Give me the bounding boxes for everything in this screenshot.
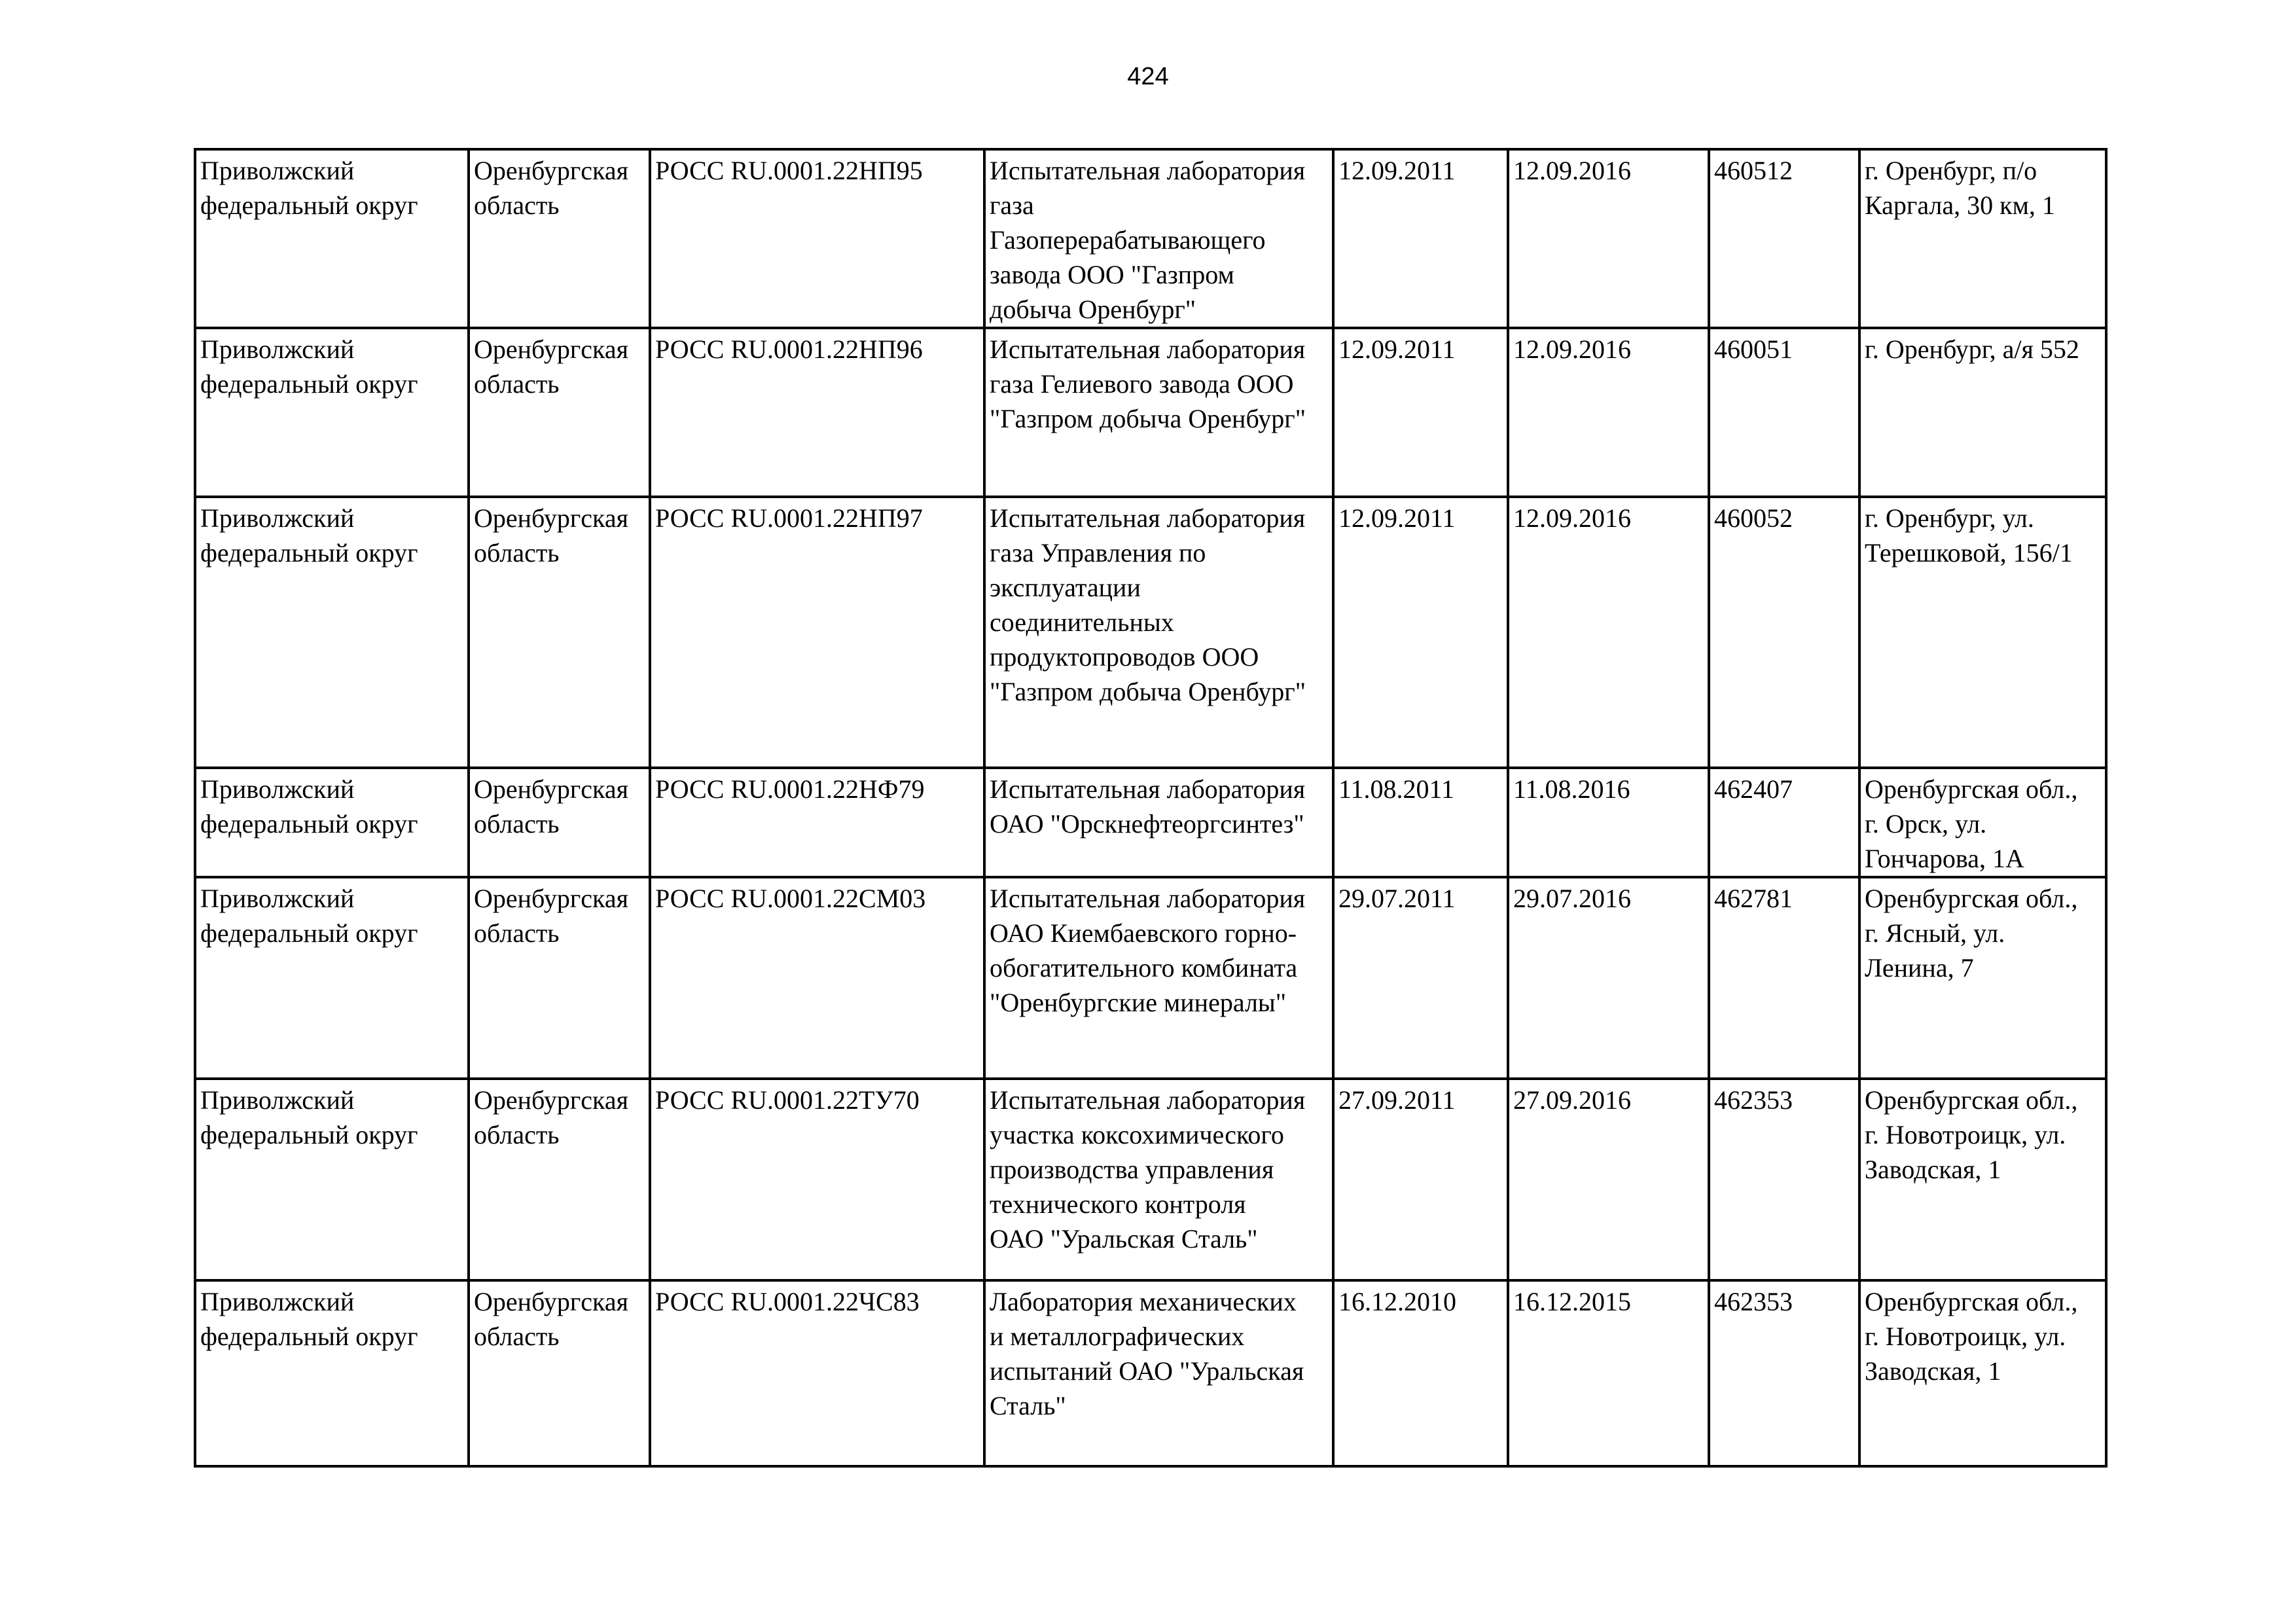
laboratory-name-cell: Испытательная лаборатория участка коксохимического производства управления технического контроля ОАО "Уральская Сталь": [984, 1079, 1333, 1280]
postal-code-cell: 460051: [1709, 328, 1859, 497]
region-cell: Оренбургская область: [469, 877, 650, 1079]
region-cell: Оренбургская область: [469, 149, 650, 328]
laboratory-name-cell: Испытательная лаборатория газа Газоперерабатывающего завода ООО "Газпром добыча Оренбург": [984, 149, 1333, 328]
district-cell: Приволжский федеральный округ: [195, 149, 469, 328]
registration-number-cell: РОСС RU.0001.22НП95: [650, 149, 984, 328]
registration-number-cell: РОСС RU.0001.22НФ79: [650, 768, 984, 877]
region-cell: Оренбургская область: [469, 328, 650, 497]
date-to-cell: 12.09.2016: [1508, 328, 1709, 497]
date-from-cell: 12.09.2011: [1333, 328, 1508, 497]
date-from-cell: 27.09.2011: [1333, 1079, 1508, 1280]
laboratory-name-cell: Лаборатория механических и металлографических испытаний ОАО "Уральская Сталь": [984, 1280, 1333, 1466]
address-cell: Оренбургская обл., г. Новотроицк, ул. Заводская, 1: [1859, 1079, 2106, 1280]
laboratory-name-cell: Испытательная лаборатория ОАО "Орскнефтеоргсинтез": [984, 768, 1333, 877]
region-cell: Оренбургская область: [469, 1280, 650, 1466]
registration-number-cell: РОСС RU.0001.22НП97: [650, 497, 984, 768]
registration-number-cell: РОСС RU.0001.22СМ03: [650, 877, 984, 1079]
region-cell: Оренбургская область: [469, 1079, 650, 1280]
date-to-cell: 11.08.2016: [1508, 768, 1709, 877]
date-to-cell: 12.09.2016: [1508, 149, 1709, 328]
address-cell: Оренбургская обл., г. Орск, ул. Гончарова, 1А: [1859, 768, 2106, 877]
date-to-cell: 16.12.2015: [1508, 1280, 1709, 1466]
date-to-cell: 29.07.2016: [1508, 877, 1709, 1079]
laboratory-registry-table: [194, 148, 2108, 1468]
table-row: [195, 1079, 2106, 1280]
district-cell: Приволжский федеральный округ: [195, 768, 469, 877]
district-cell: Приволжский федеральный округ: [195, 877, 469, 1079]
date-from-cell: 12.09.2011: [1333, 497, 1508, 768]
district-cell: Приволжский федеральный округ: [195, 1280, 469, 1466]
postal-code-cell: 462407: [1709, 768, 1859, 877]
laboratory-name-cell: Испытательная лаборатория ОАО Киембаевского горно- обогатительного комбината "Оренбургские минералы": [984, 877, 1333, 1079]
registration-number-cell: РОСС RU.0001.22ЧС83: [650, 1280, 984, 1466]
district-cell: Приволжский федеральный округ: [195, 497, 469, 768]
table-row: [195, 328, 2106, 497]
postal-code-cell: 462781: [1709, 877, 1859, 1079]
table-row: [195, 497, 2106, 768]
laboratory-name-cell: Испытательная лаборатория газа Гелиевого завода ООО "Газпром добыча Оренбург": [984, 328, 1333, 497]
postal-code-cell: 460512: [1709, 149, 1859, 328]
address-cell: Оренбургская обл., г. Ясный, ул. Ленина, 7: [1859, 877, 2106, 1079]
postal-code-cell: 462353: [1709, 1079, 1859, 1280]
postal-code-cell: 460052: [1709, 497, 1859, 768]
laboratory-name-cell: Испытательная лаборатория газа Управления по эксплуатации соединительных продуктопроводов ООО "Газпром добыча Оренбург": [984, 497, 1333, 768]
table-row: [195, 149, 2106, 328]
region-cell: Оренбургская область: [469, 768, 650, 877]
address-cell: г. Оренбург, а/я 552: [1859, 328, 2106, 497]
date-to-cell: 27.09.2016: [1508, 1079, 1709, 1280]
address-cell: Оренбургская обл., г. Новотроицк, ул. Заводская, 1: [1859, 1280, 2106, 1466]
page-number: 424: [1127, 63, 1169, 90]
address-cell: г. Оренбург, п/о Каргала, 30 км, 1: [1859, 149, 2106, 328]
table-row: [195, 877, 2106, 1079]
postal-code-cell: 462353: [1709, 1280, 1859, 1466]
date-from-cell: 11.08.2011: [1333, 768, 1508, 877]
table-row: [195, 1280, 2106, 1466]
registration-number-cell: РОСС RU.0001.22ТУ70: [650, 1079, 984, 1280]
region-cell: Оренбургская область: [469, 497, 650, 768]
date-from-cell: 29.07.2011: [1333, 877, 1508, 1079]
district-cell: Приволжский федеральный округ: [195, 1079, 469, 1280]
date-from-cell: 12.09.2011: [1333, 149, 1508, 328]
registration-number-cell: РОСС RU.0001.22НП96: [650, 328, 984, 497]
date-from-cell: 16.12.2010: [1333, 1280, 1508, 1466]
table-row: [195, 768, 2106, 877]
district-cell: Приволжский федеральный округ: [195, 328, 469, 497]
table-body: [195, 149, 2106, 1466]
date-to-cell: 12.09.2016: [1508, 497, 1709, 768]
address-cell: г. Оренбург, ул. Терешковой, 156/1: [1859, 497, 2106, 768]
